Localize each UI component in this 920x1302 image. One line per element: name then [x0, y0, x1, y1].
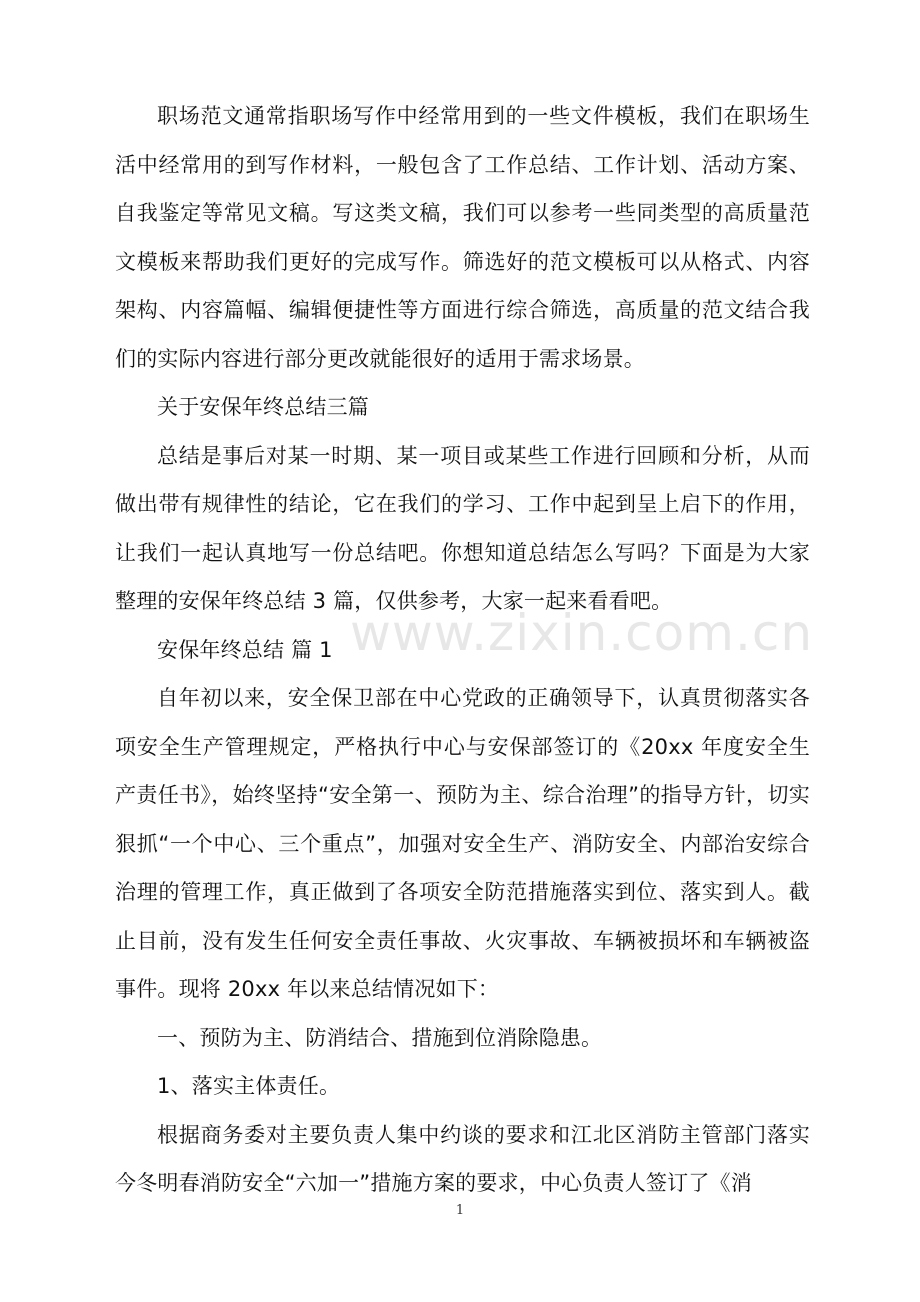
intro-paragraph: 职场范文通常指职场写作中经常用到的一些文件模板，我们在职场生活中经常用的到写作材料，一般包含了工作总结、工作计划、活动方案、自我鉴定等常见文稿。写这类文稿，我们可以参考一些同类型的高质量范文模板来帮助我们更好的完成写作。筛选好的范文模板可以从格式、内容架构、内容篇幅、编辑便捷性等方面进行综合筛选，高质量的范文结合我们的实际内容进行部分更改就能很好的适用于需求场景。	[115, 104, 810, 371]
subheading: 一、预防为主、防消结合、措施到位消除隐患。	[157, 1025, 603, 1050]
document-body	[115, 92, 810, 1208]
body-paragraph: 根据商务委对主要负责人集中约谈的要求和江北区消防主管部门落实今冬明春消防安全“六加一”措施方案的要求，中心负责人签订了《消	[115, 1122, 810, 1195]
page-number: 1	[455, 1203, 465, 1218]
section-heading: 安保年终总结 篇 1	[157, 637, 333, 662]
summary-paragraph: 总结是事后对某一时期、某一项目或某些工作进行回顾和分析，从而做出带有规律性的结论，它在我们的学习、工作中起到呈上启下的作用，让我们一起认真地写一份总结吧。你想知道总结怎么写吗？下面是为大家整理的安保年终总结 3 篇，仅供参考，大家一起来看看吧。	[115, 443, 810, 613]
body-paragraph: 自年初以来，安全保卫部在中心党政的正确领导下，认真贯彻落实各项安全生产管理规定，严格执行中心与安保部签订的《20xx 年度安全生产责任书》，始终坚持“安全第一、预防为主、综合治理”的指导方针，切实狠抓“一个中心、三个重点”，加强对安全生产、消防安全、内部治安综合治理的管理工作，真正做到了各项安全防范措施落实到位、落实到人。截止目前，没有发生任何安全责任事故、火灾事故、车辆被损坏和车辆被盗事件。现将 20xx 年以来总结情况如下：	[115, 686, 810, 1001]
list-item: 1、落实主体责任。	[157, 1074, 341, 1098]
watermark: www.zixin.com.cn	[350, 604, 814, 662]
document-title: 关于安保年终总结三篇	[157, 395, 369, 419]
